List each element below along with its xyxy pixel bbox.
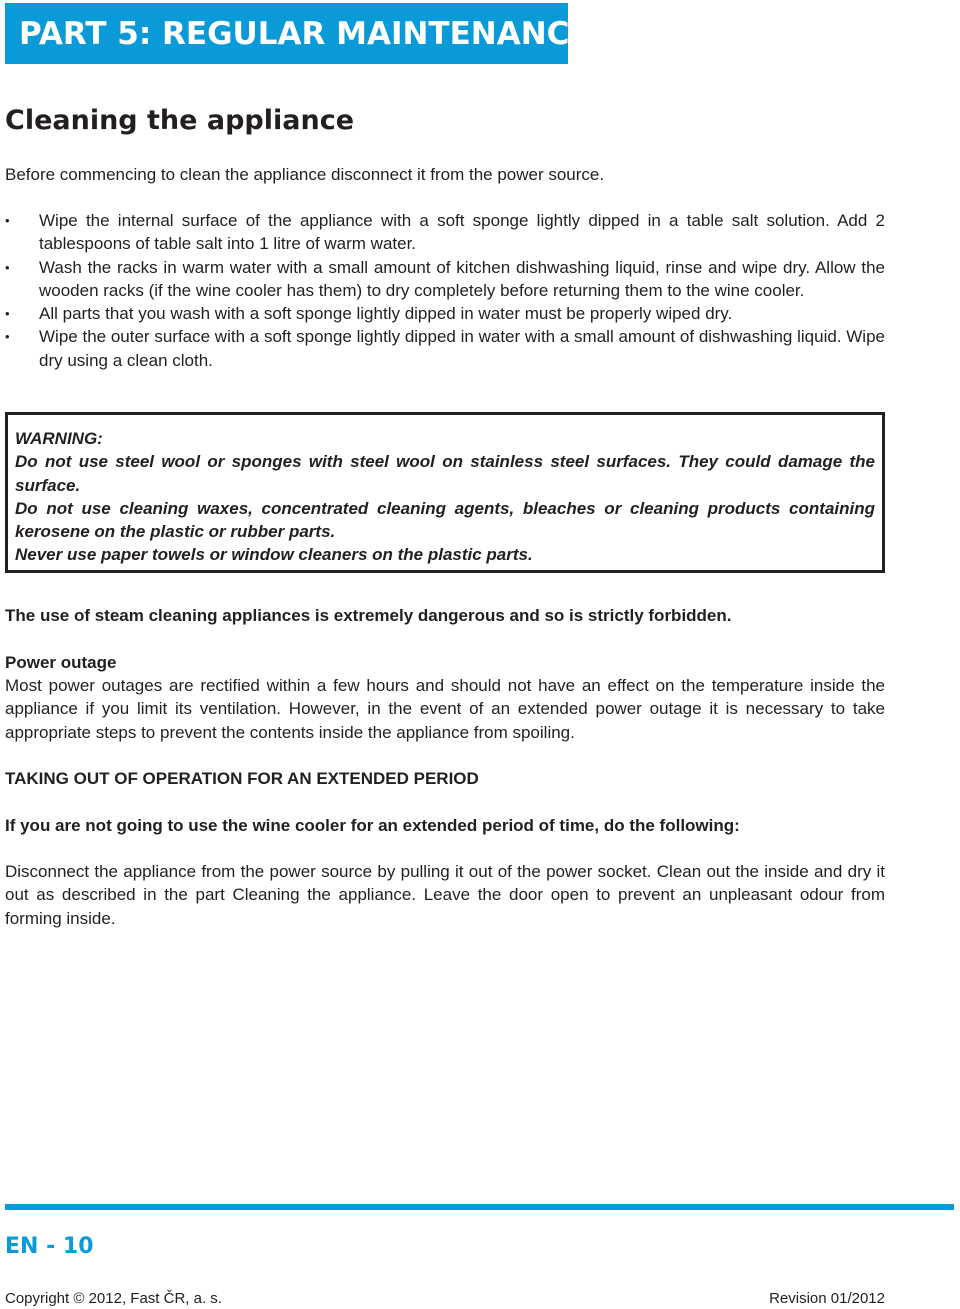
bullet-icon: • [5,329,10,345]
steam-notice: The use of steam cleaning appliances is extremely dangerous and so is strictly forbidden. [5,606,732,625]
list-item [5,256,885,303]
bullet-icon: • [5,213,10,228]
extended-period-body: Disconnect the appliance from the power source by pulling it out of the power socket. Clean out the inside and dry it out as described in the part Cleaning the appliance. Leave the door open to prevent an unpleasant odour from forming inside. [5,862,885,928]
bullet-icon: • [5,259,10,275]
power-outage-body: Most power outages are rectified within a few hours and should not have an effect on the temperature inside the appliance if you limit its ventilation. However, in the event of an extended power outage it is necessary to take appropriate steps to prevent the contents inside the appliance from spoiling. [5,676,885,742]
warning-box [5,412,885,573]
page-number: EN - 10 [5,1234,94,1259]
warning-line: Do not use steel wool or sponges with steel wool on stainless steel surfaces. They could damage the surface. [15,452,875,495]
warning-line: Do not use cleaning waxes, concentrated cleaning agents, bleaches or cleaning products containing kerosene on the plastic or rubber parts. [15,498,875,542]
part-title: PART 5: REGULAR MAINTENANCE [19,15,591,52]
list-item-text: All parts that you wash with a soft sponge lightly dipped in water must be properly wiped dry. [39,304,733,324]
footer-rule [5,1204,954,1210]
list-item-text: Wipe the outer surface with a soft sponge lightly dipped in water with a small amount of dishwashing liquid. Wipe dry using a clean cloth. [39,327,885,370]
revision [769,1290,885,1307]
bullet-icon: • [5,306,10,322]
part-banner [5,3,591,64]
copyright: Copyright © 2012, Fast ČR, a. s. [5,1290,222,1307]
list-item-text: Wipe the internal surface of the appliance with a soft sponge lightly dipped in a table salt solution. Add 2 tablespoons of table salt into 1 litre of warm water. [39,211,885,254]
revision-value: 01/2012 [830,1290,885,1307]
list-item [5,302,885,325]
list-item [5,209,885,256]
list-item [5,325,885,372]
extended-period-subheading: If you are not going to use the wine cooler for an extended period of time, do the following: [5,816,740,835]
extended-period-heading: TAKING OUT OF OPERATION FOR AN EXTENDED PERIOD [5,769,479,788]
warning-line: Never use paper towels or window cleaners on the plastic parts. [15,545,533,565]
warning-heading: WARNING: [15,429,103,448]
list-item-text: Wash the racks in warm water with a small amount of kitchen dishwashing liquid, rinse and wipe dry. Allow the wooden racks (if the wine cooler has them) to dry completely before returning them to the wine cooler. [39,257,885,300]
section-title: Cleaning the appliance [5,105,355,136]
power-outage-heading: Power outage [5,653,117,672]
cleaning-intro: Before commencing to clean the appliance disconnect it from the power source. [5,165,605,184]
cleaning-bullet-list [5,209,885,372]
revision-label: Revision [769,1290,827,1307]
